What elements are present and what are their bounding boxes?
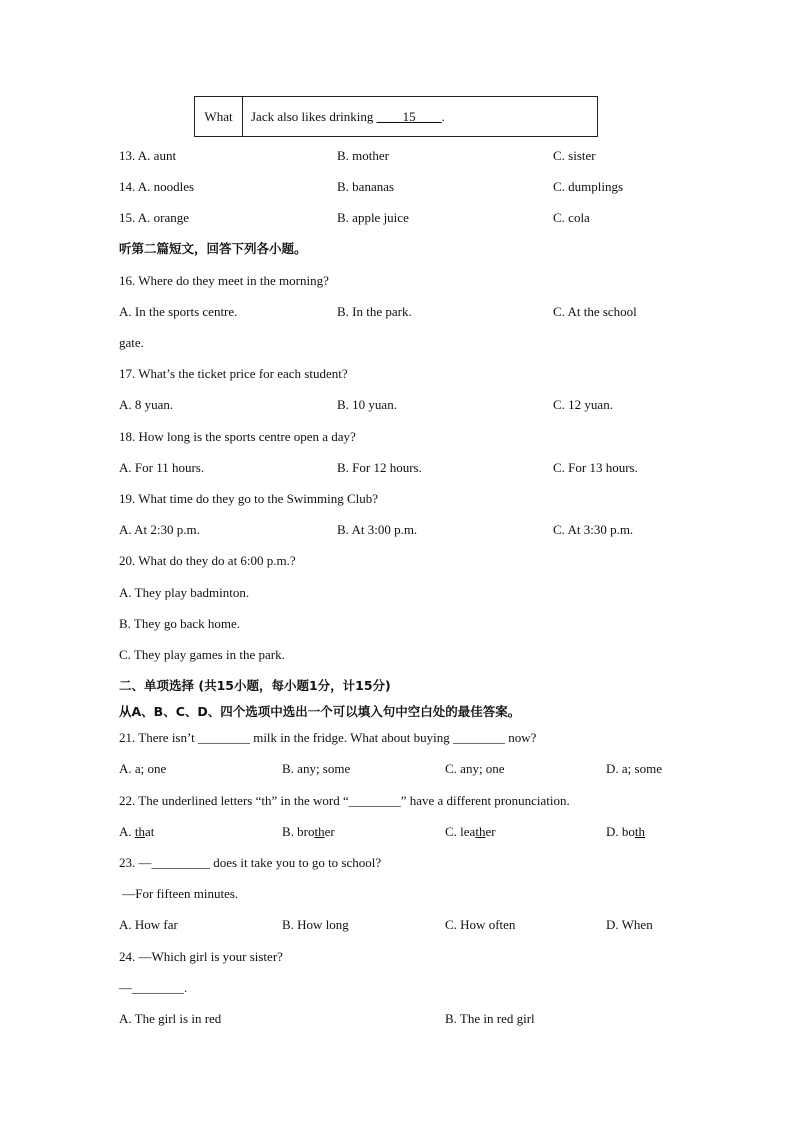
q22-option-c	[445, 824, 496, 840]
q15-option-a: 15. A. orange	[119, 210, 190, 225]
q20-option-b: B. They go back home.	[119, 616, 241, 631]
q21-option-d: D. a; some	[606, 761, 662, 776]
q22-c-underlined: th	[475, 824, 486, 839]
q24-option-a: A. The girl is in red	[119, 1011, 222, 1026]
table-cell-content	[243, 97, 597, 136]
q17-stem: 17. What’s the ticket price for each student?	[119, 366, 348, 381]
q14-option-c: C. dumplings	[553, 179, 624, 194]
q21-option-a: A. a; one	[119, 761, 167, 776]
q13-option-b: B. mother	[337, 148, 389, 163]
q15-option-c: C. cola	[553, 210, 590, 225]
q19-option-a: A. At 2:30 p.m.	[119, 522, 200, 537]
q19-option-b: B. At 3:00 p.m.	[337, 522, 418, 537]
q22-d-prefix: D. bo	[606, 824, 635, 839]
part2-instruction: 从A、B、C、D、四个选项中选出一个可以填入句中空白处的最佳答案。	[119, 704, 521, 719]
q15-option-b: B. apple juice	[337, 210, 409, 225]
q23-option-d: D. When	[606, 917, 653, 932]
q20-stem: 20. What do they do at 6:00 p.m.?	[119, 553, 296, 568]
q24-option-b: B. The in red girl	[445, 1011, 535, 1026]
q16-option-a: A. In the sports centre.	[119, 304, 238, 319]
q16-option-c: C. At the school	[553, 304, 637, 319]
q22-a-suffix: at	[145, 824, 155, 839]
q23-option-b: B. How long	[282, 917, 349, 932]
q20-option-a: A. They play badminton.	[119, 585, 250, 600]
q22-c-prefix: C. lea	[445, 824, 476, 839]
section2-title: 听第二篇短文，回答下列各小题。	[119, 241, 307, 256]
q22-option-b	[282, 824, 335, 840]
q23-reply: —For fifteen minutes.	[119, 886, 239, 901]
q23-option-a: A. How far	[119, 917, 178, 932]
q22-option-d	[606, 824, 645, 840]
table-cell-label: What	[195, 97, 243, 136]
q21-option-b: B. any; some	[282, 761, 351, 776]
table-period: .	[441, 108, 445, 124]
answer-table-row	[194, 96, 598, 137]
blank-15: ____15____	[376, 108, 442, 124]
q17-option-c: C. 12 yuan.	[553, 397, 613, 412]
q17-option-b: B. 10 yuan.	[337, 397, 397, 412]
q16-stem: 16. Where do they meet in the morning?	[119, 273, 329, 288]
q19-option-c: C. At 3:30 p.m.	[553, 522, 634, 537]
q16-option-b: B. In the park.	[337, 304, 412, 319]
q18-stem: 18. How long is the sports centre open a day?	[119, 429, 356, 444]
q23-option-c: C. How often	[445, 917, 516, 932]
q14-option-b: B. bananas	[337, 179, 395, 194]
q22-d-underlined: th	[634, 824, 646, 839]
q22-a-prefix: A.	[119, 824, 135, 839]
q17-option-a: A. 8 yuan.	[119, 397, 174, 412]
q16-option-c-cont: gate.	[119, 335, 144, 350]
q22-stem: 22. The underlined letters “th” in the word “________” have a different pronunciation.	[119, 793, 570, 808]
q22-b-suffix: er	[324, 824, 335, 839]
q24-reply: —________.	[119, 980, 188, 995]
q19-stem: 19. What time do they go to the Swimming Club?	[119, 491, 379, 506]
part2-title: 二、单项选择 (共15小题，每小题1分，计15分)	[119, 678, 391, 693]
q18-option-b: B. For 12 hours.	[337, 460, 422, 475]
q23-stem: 23. —_________ does it take you to go to school?	[119, 855, 382, 870]
q22-b-prefix: B. bro	[282, 824, 315, 839]
q13-option-a: 13. A. aunt	[119, 148, 177, 163]
q18-option-a: A. For 11 hours.	[119, 460, 205, 475]
q22-option-a	[119, 824, 154, 840]
q22-b-underlined: th	[314, 824, 325, 839]
q22-a-underlined: th	[134, 824, 146, 839]
q21-option-c: C. any; one	[445, 761, 505, 776]
q18-option-c: C. For 13 hours.	[553, 460, 638, 475]
q14-option-a: 14. A. noodles	[119, 179, 195, 194]
q24-stem: 24. —Which girl is your sister?	[119, 949, 283, 964]
table-text: Jack also likes drinking	[251, 108, 377, 124]
q21-stem: 21. There isn’t ________ milk in the fridge. What about buying ________ now?	[119, 730, 537, 745]
q13-option-c: C. sister	[553, 148, 596, 163]
q20-option-c: C. They play games in the park.	[119, 647, 285, 662]
q22-c-suffix: er	[485, 824, 496, 839]
